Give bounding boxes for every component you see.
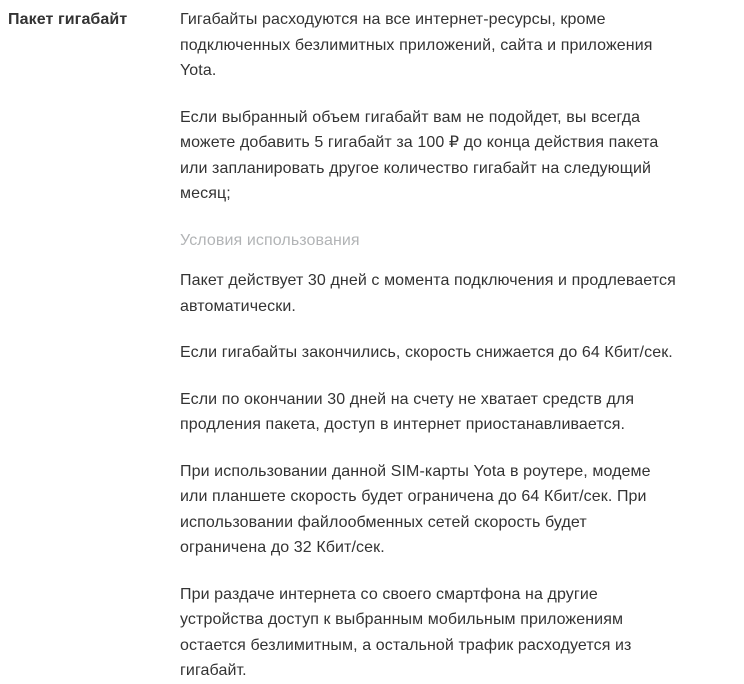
paragraph-tethering: При раздаче интернета со своего смартфона на другие устройства доступ к выбранным мобильным приложениям остается безлимитным, а остальной трафик расходуется из гигабайт. — [180, 585, 632, 679]
paragraph-sim-in-router: При использовании данной SIM-карты Yota в роутере, модеме или планшете скорость будет ограничена до 64 Кбит/сек. При использовании файлообменных сетей скорость будет ограничена до 32 Кбит/сек. — [180, 462, 651, 556]
term-label-column — [0, 7, 180, 32]
term-description-column — [180, 7, 677, 684]
paragraph-add-gigabytes: Если выбранный объем гигабайт вам не подойдет, вы всегда можете добавить 5 гигабайт за 100 ₽ до конца действия пакета или запланировать другое количество гигабайт на следующий месяц; — [180, 108, 659, 202]
paragraph-insufficient-funds: Если по окончании 30 дней на счету не хватает средств для продления пакета, доступ в интернет приостанавливается. — [180, 390, 635, 433]
paragraph-gigabytes-usage: Гигабайты расходуются на все интернет-ресурсы, кроме подключенных безлимитных приложений, сайта и приложения Yota. — [180, 11, 653, 79]
term-title: Пакет гигабайт — [8, 11, 128, 28]
paragraph-speed-reduction: Если гигабайты закончились, скорость снижается до 64 Кбит/сек. — [180, 344, 673, 361]
usage-terms-subheading: Условия использования — [180, 231, 360, 249]
paragraph-package-duration: Пакет действует 30 дней с момента подключения и продлевается автоматически. — [180, 272, 676, 315]
